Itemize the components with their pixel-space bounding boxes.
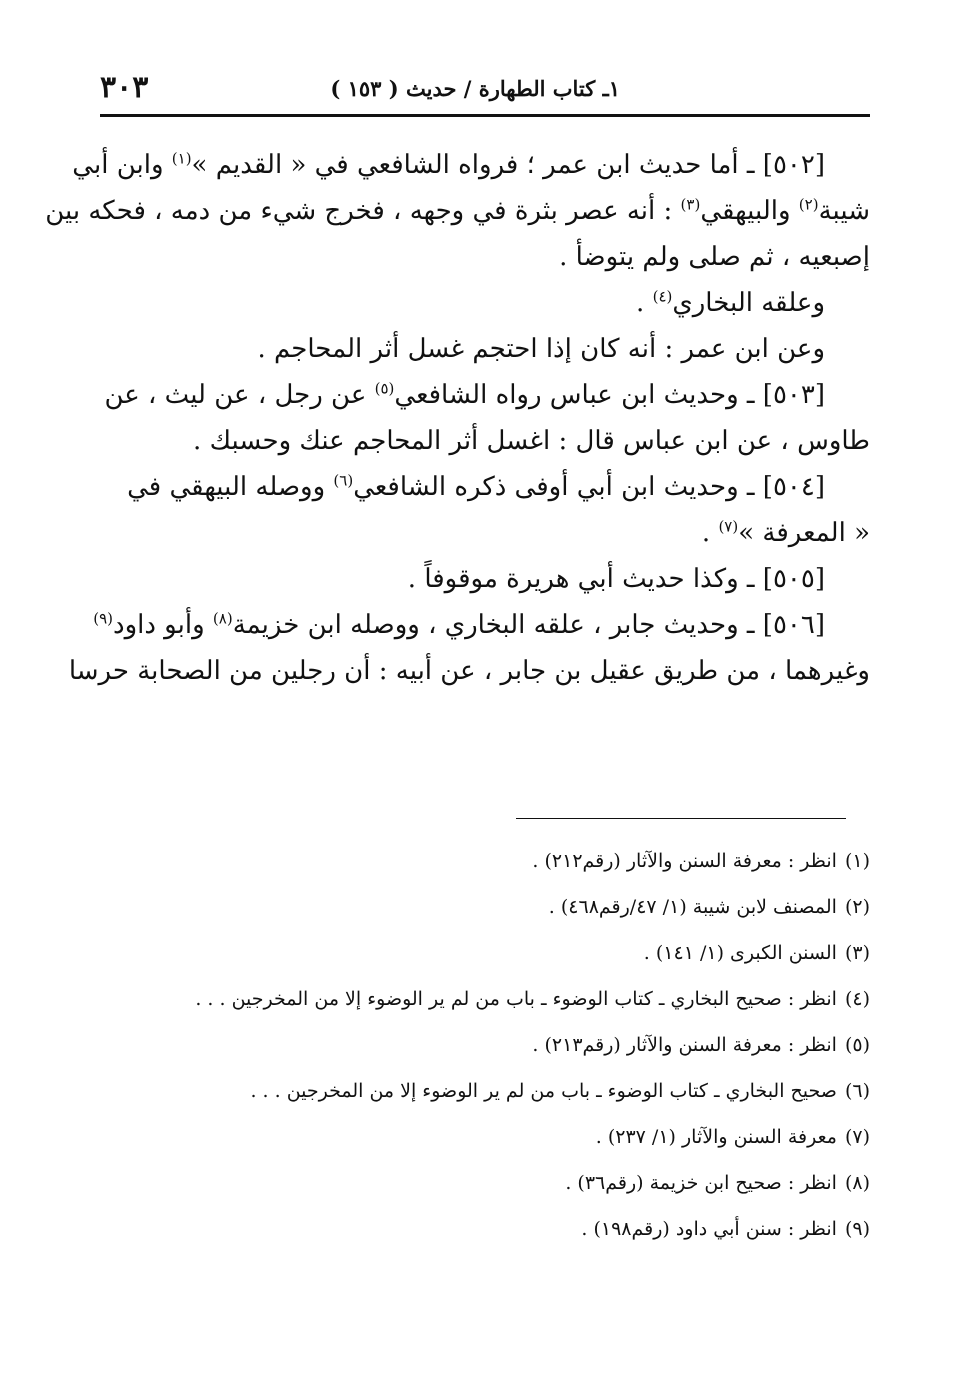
footnote-number: (٨) — [844, 1172, 870, 1194]
footnote-9 — [100, 1206, 870, 1252]
text-line: [٥٠٤] ـ وحديث ابن أبي أوفى ذكره الشافعي$^{(٦)}$ ووصله البيهقي في — [127, 471, 825, 502]
footnote-text: المصنف لابن شيبة (١/ ٤٧/رقم٤٦٨) . — [548, 896, 837, 918]
paragraph-504 — [100, 464, 870, 556]
text-line: طاوس ، عن ابن عباس قال : اغسل أثر المحاجم عنك وحسبك . — [193, 426, 870, 456]
footnote-text: انظر : صحيح البخاري ـ كتاب الوضوء ـ باب من لم ير الوضوء إلا من المخرجين . . . — [195, 988, 837, 1010]
text-line: [٥٠٢] ـ أما حديث ابن عمر ؛ فرواه الشافعي في « القديم »$^{(١)}$ وابن أبي — [72, 149, 825, 180]
footnotes — [100, 838, 870, 1252]
footnote-ref-3[interactable]: (٣) — [680, 195, 701, 214]
footnote-2 — [100, 884, 870, 930]
text-line: وعلقه البخاري$^{(٤)}$ . — [636, 287, 825, 318]
footnote-number: (٦) — [844, 1080, 870, 1102]
footnote-text: انظر : معرفة السنن والآثار (رقم٢١٣) . — [532, 1034, 837, 1056]
footnote-number: (٥) — [844, 1034, 870, 1056]
paragraph-503 — [100, 372, 870, 464]
text-line: [٥٠٣] ـ وحديث ابن عباس رواه الشافعي$^{(٥)}$ عن رجل ، عن ليث ، عن — [104, 379, 825, 410]
main-text — [45, 142, 870, 694]
footnote-number: (٢) — [844, 896, 870, 918]
paragraph-506 — [68, 602, 870, 694]
text-line: شيبة$^{(٢)}$ والبيهقي$^{(٣)}$ : أنه عصر بثرة في وجهه ، فخرج شيء من دمه ، فحكه بين — [45, 195, 870, 226]
footnote-separator — [516, 818, 846, 819]
text-line: وعن ابن عمر : أنه كان إذا احتجم غسل أثر المحاجم . — [257, 334, 825, 364]
running-title: ١ـ كتاب الطهارة / حديث ( ١٥٣ ) — [330, 76, 620, 101]
footnote-text: انظر : سنن أبي داود (رقم١٩٨) . — [581, 1218, 837, 1240]
footnote-number: (١) — [844, 850, 870, 872]
footnote-text: السنن الكبرى (١/ ١٤١) . — [643, 942, 837, 964]
footnote-ref-2[interactable]: (٢) — [798, 195, 819, 214]
footnote-ref-5[interactable]: (٥) — [374, 379, 395, 398]
footnote-8 — [100, 1160, 870, 1206]
footnote-number: (٤) — [844, 988, 870, 1010]
paragraph-502 — [45, 142, 870, 280]
footnote-text: معرفة السنن والآثار (١/ ٢٣٧) . — [595, 1126, 837, 1148]
footnote-7 — [100, 1114, 870, 1160]
page-header — [100, 62, 870, 112]
footnote-3 — [100, 930, 870, 976]
page-number: ٣٠٣ — [100, 70, 149, 105]
header-rule — [100, 114, 870, 117]
text-line: وغيرهما ، من طريق عقيل بن جابر ، عن أبيه : أن رجلين من الصحابة حرسا — [68, 656, 870, 686]
footnote-text: انظر : معرفة السنن والآثار (رقم٢١٢) . — [532, 850, 837, 872]
footnote-ref-4[interactable]: (٤) — [652, 287, 673, 306]
footnote-5 — [100, 1022, 870, 1068]
paragraph-ibn-umar — [100, 326, 870, 372]
footnote-4 — [100, 976, 870, 1022]
text-line: « المعرفة »$^{(٧)}$ . — [701, 517, 870, 548]
footnote-ref-7[interactable]: (٧) — [718, 517, 739, 536]
footnote-ref-6[interactable]: (٦) — [333, 471, 354, 490]
footnote-ref-9[interactable]: (٩) — [93, 609, 113, 628]
text-line: إصبعيه ، ثم صلى ولم يتوضأ . — [559, 242, 870, 272]
paragraph-505 — [100, 556, 870, 602]
footnote-6 — [100, 1068, 870, 1114]
footnote-1 — [100, 838, 870, 884]
footnote-ref-1[interactable]: (١) — [171, 149, 192, 168]
text-line: [٥٠٥] ـ وكذا حديث أبي هريرة موقوفاً . — [407, 564, 825, 594]
footnote-number: (٩) — [844, 1218, 870, 1240]
paragraph-bukhari-note — [100, 280, 870, 326]
text-line: [٥٠٦] ـ وحديث جابر ، علقه البخاري ، ووصله ابن خزيمة$^{(٨)}$ وأبو داود$^{(٩)}$ — [93, 609, 825, 640]
footnote-text: صحيح البخاري ـ كتاب الوضوء ـ باب من لم ير الوضوء إلا من المخرجين . . . — [250, 1080, 837, 1102]
footnote-number: (٧) — [844, 1126, 870, 1148]
footnote-text: انظر : صحيح ابن خزيمة (رقم٣٦) . — [565, 1172, 837, 1194]
footnote-ref-8[interactable]: (٨) — [212, 609, 233, 628]
footnote-number: (٣) — [844, 942, 870, 964]
